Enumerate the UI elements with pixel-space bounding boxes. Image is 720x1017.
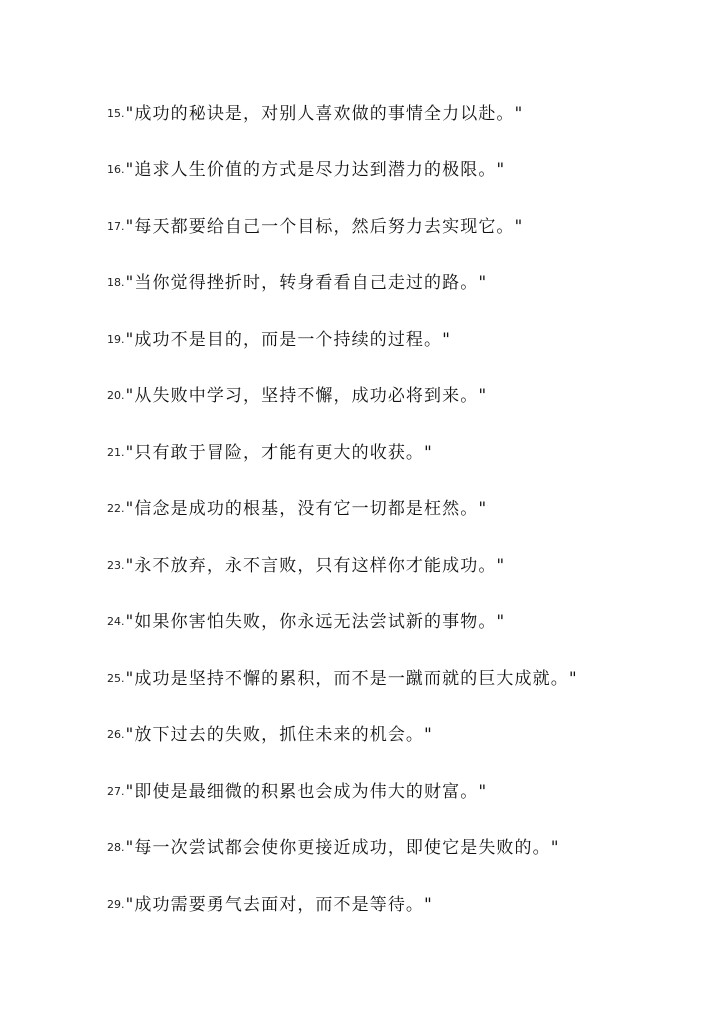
- item-number: 17.: [107, 219, 125, 233]
- quote-text: "如果你害怕失败，你永远无法尝试新的事物。": [125, 612, 506, 633]
- item-number: 21.: [107, 445, 125, 459]
- item-number: 19.: [107, 332, 125, 346]
- list-item: [107, 196, 578, 253]
- list-item: [107, 874, 578, 931]
- quote-text: "即使是最细微的积累也会成为伟大的财富。": [125, 781, 488, 802]
- list-item: [107, 83, 578, 140]
- quote-text: "放下过去的失败，抓住未来的机会。": [125, 725, 433, 746]
- quote-text: "信念是成功的根基，没有它一切都是枉然。": [125, 499, 488, 520]
- item-number: 15.: [107, 106, 125, 120]
- quote-list: [107, 83, 578, 931]
- item-number: 26.: [107, 728, 125, 742]
- list-item: [107, 422, 578, 479]
- item-number: 22.: [107, 502, 125, 516]
- quote-text: "只有敢于冒险，才能有更大的收获。": [125, 442, 433, 463]
- list-item: [107, 761, 578, 818]
- list-item: [107, 592, 578, 649]
- list-item: [107, 648, 578, 705]
- quote-text: "追求人生价值的方式是尽力达到潜力的极限。": [125, 160, 506, 181]
- quote-text: "成功需要勇气去面对，而不是等待。": [125, 894, 433, 915]
- quote-text: "从失败中学习，坚持不懈，成功必将到来。": [125, 386, 488, 407]
- quote-text: "成功不是目的，而是一个持续的过程。": [125, 329, 452, 350]
- quote-text: "永不放弃，永不言败，只有这样你才能成功。": [125, 555, 506, 576]
- item-number: 27.: [107, 784, 125, 798]
- list-item: [107, 705, 578, 762]
- list-item: [107, 366, 578, 423]
- item-number: 24.: [107, 615, 125, 629]
- item-number: 25.: [107, 671, 125, 685]
- quote-text: "当你觉得挫折时，转身看看自己走过的路。": [125, 273, 488, 294]
- list-item: [107, 309, 578, 366]
- item-number: 16.: [107, 163, 125, 177]
- item-number: 20.: [107, 389, 125, 403]
- quote-text: "每天都要给自己一个目标，然后努力去实现它。": [125, 216, 524, 237]
- list-item: [107, 253, 578, 310]
- list-item: [107, 818, 578, 875]
- list-item: [107, 479, 578, 536]
- item-number: 28.: [107, 841, 125, 855]
- list-item: [107, 140, 578, 197]
- item-number: 23.: [107, 558, 125, 572]
- item-number: 18.: [107, 276, 125, 290]
- quote-text: "每一次尝试都会使你更接近成功，即使它是失败的。": [125, 838, 560, 859]
- quote-text: "成功是坚持不懈的累积，而不是一蹴而就的巨大成就。": [125, 668, 578, 689]
- item-number: 29.: [107, 897, 125, 911]
- quote-text: "成功的秘诀是，对别人喜欢做的事情全力以赴。": [125, 103, 524, 124]
- list-item: [107, 535, 578, 592]
